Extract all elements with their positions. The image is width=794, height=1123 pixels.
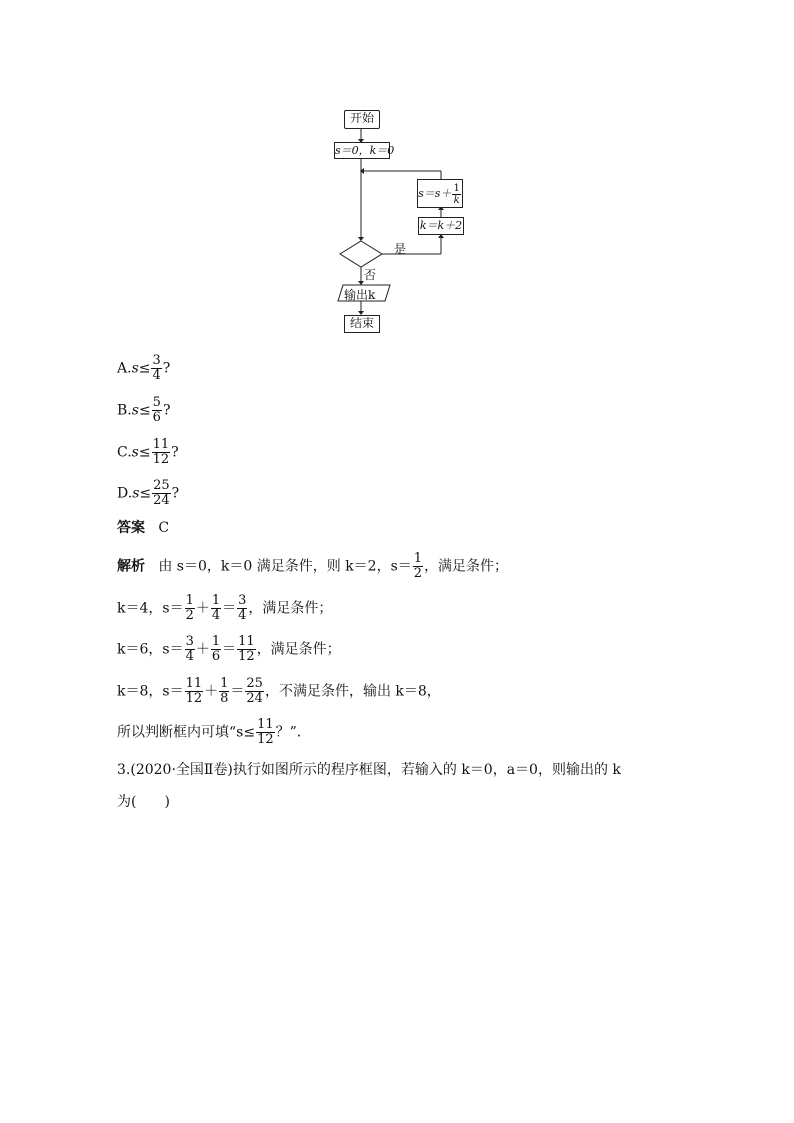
answer-line: 答案 C — [117, 520, 170, 536]
option-b: B.s≤ $\frac{5}{6}$ ? — [117, 395, 171, 425]
analysis-line-3: k＝6，s＝ $\frac{3}{4}$ ＋ $\frac{1}{6}$ ＝ $\frac{11}{12}$ ，满足条件； — [117, 634, 341, 664]
analysis-line-2: k＝4，s＝ $\frac{1}{2}$ ＋ $\frac{1}{4}$ ＝ $\frac{3}{4}$ ，满足条件； — [117, 593, 333, 623]
no-label: 否 — [364, 268, 377, 282]
start-box: 开始 — [344, 110, 380, 129]
analysis-line-5: 所以判断框内可填“s≤ $\frac{11}{12}$ ？”． — [117, 717, 311, 747]
update-k-box: k＝k＋2 — [418, 217, 464, 235]
analysis-line-1: 解析 由 s＝0，k＝0 满足条件，则 k＝2，s＝ $\frac{1}{2}$ ，满足条件； — [117, 551, 509, 581]
end-box: 结束 — [344, 315, 380, 333]
option-d: D.s≤ $\frac{25}{24}$ ? — [117, 478, 180, 508]
yes-label: 是 — [394, 242, 407, 256]
flowchart — [300, 100, 500, 340]
option-a: A.s≤ $\frac{3}{4}$ ? — [117, 353, 171, 383]
init-box: s＝0，k＝0 — [335, 144, 395, 157]
update-s-box: s＝s＋ $\frac{1}{k}$ — [417, 179, 463, 208]
question3-line-2: 为( ) — [117, 794, 170, 810]
flowchart-connectors — [300, 100, 500, 340]
question3-line-1: 3.(2020·全国Ⅱ卷)执行如图所示的程序框图，若输入的 k＝0，a＝0，则输出的 k — [117, 762, 621, 778]
analysis-line-4: k＝8，s＝ $\frac{11}{12}$ ＋ $\frac{1}{8}$ ＝ $\frac{25}{24}$ ，不满足条件，输出 k＝8， — [117, 676, 441, 706]
output-label: 输出k — [344, 288, 376, 302]
decision-diamond — [340, 241, 382, 267]
option-c: C.s≤ $\frac{11}{12}$ ? — [117, 437, 179, 467]
